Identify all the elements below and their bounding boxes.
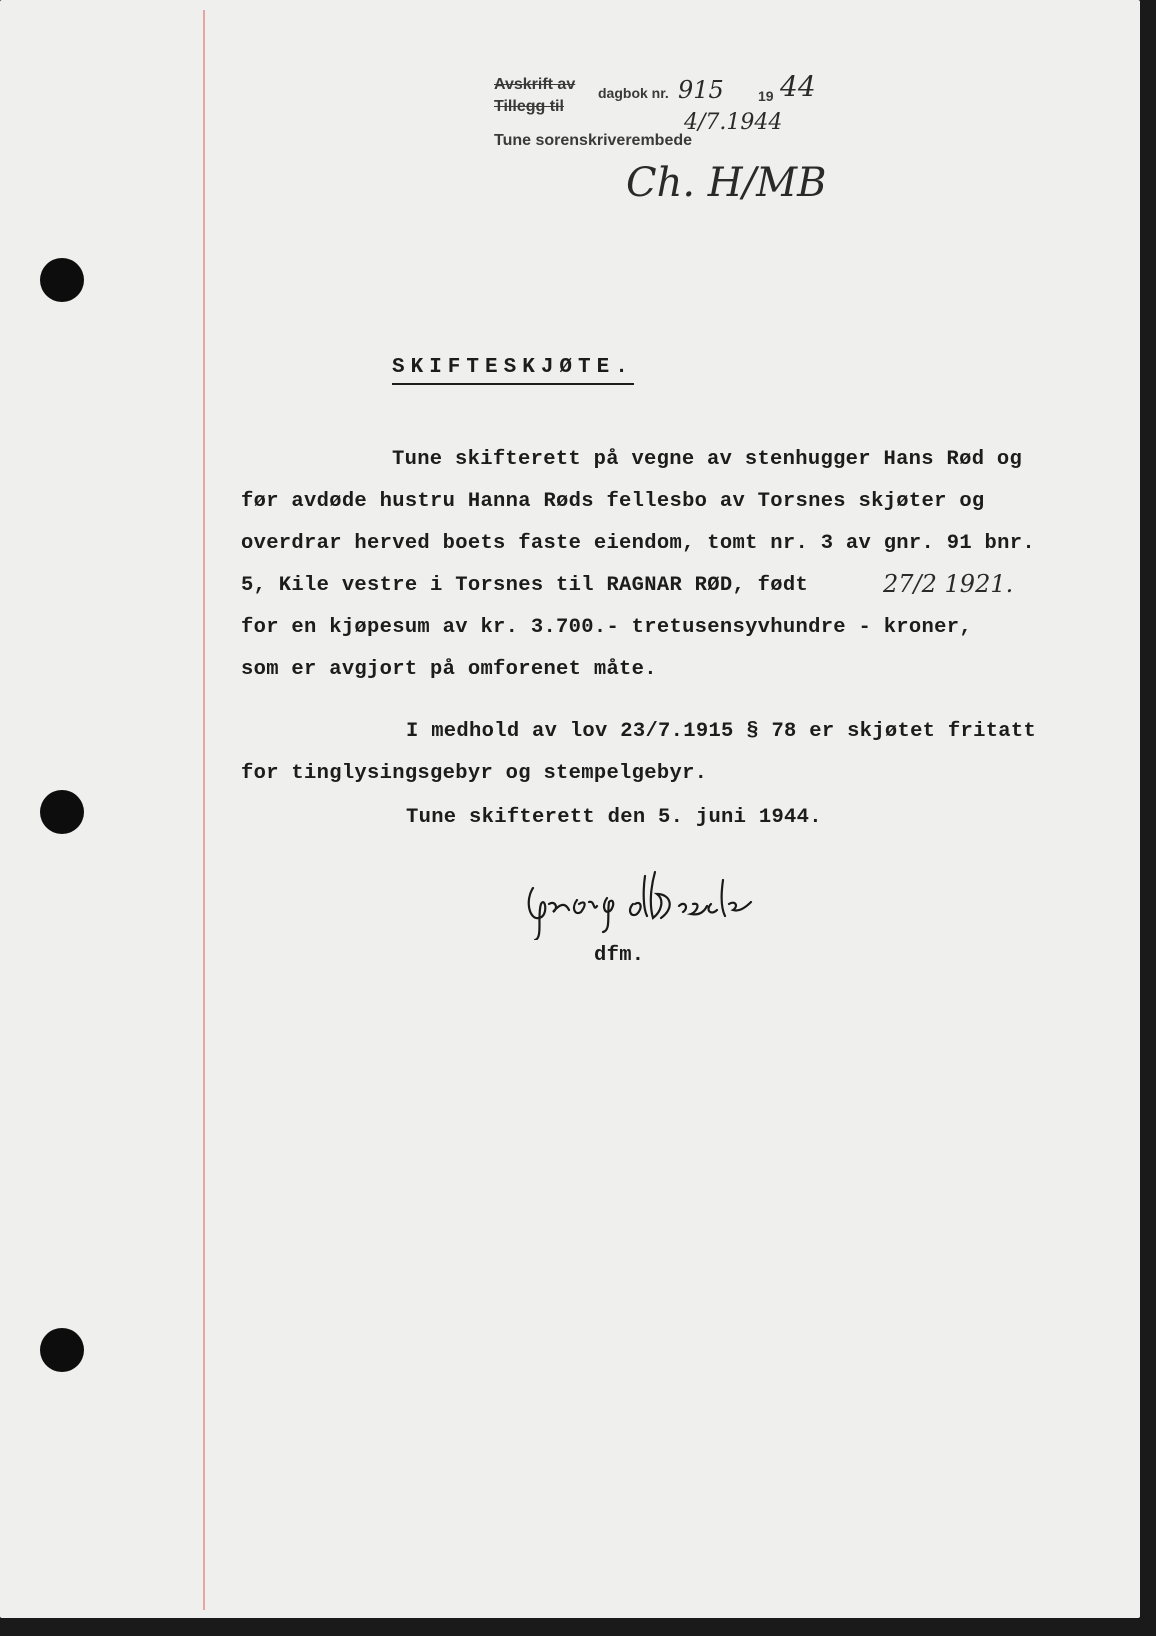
body-line-3: overdrar herved boets faste eiendom, tomt nr. 3 av gnr. 91 bnr. — [241, 532, 1035, 555]
signature-title: dfm. — [594, 944, 645, 967]
body-line-9: Tune skifterett den 5. juni 1944. — [406, 806, 822, 829]
margin-rule — [203, 10, 205, 1610]
punch-hole-top — [40, 258, 84, 302]
stamp-dagbok-label: dagbok nr. — [598, 85, 669, 101]
stamp-avskrift: Avskrift av — [494, 76, 576, 93]
handwritten-signature — [515, 860, 775, 940]
stamp-tillegg: Tillegg til — [494, 98, 564, 115]
stamp-year-prefix: 19 — [758, 88, 774, 104]
body-line-5: for en kjøpesum av kr. 3.700.- tretusensyvhundre - kroner, — [241, 616, 972, 639]
punch-hole-middle — [40, 790, 84, 834]
handwritten-birth-date: 27/2 1921. — [883, 570, 1014, 598]
body-line-8: for tinglysingsgebyr og stempelgebyr. — [241, 762, 708, 785]
punch-hole-bottom — [40, 1328, 84, 1372]
body-line-4: 5, Kile vestre i Torsnes til RAGNAR RØD, født — [241, 574, 809, 597]
body-line-6: som er avgjort på omforenet måte. — [241, 658, 657, 681]
handwritten-initials: Ch. H/MB — [626, 160, 827, 206]
body-line-7: I medhold av lov 23/7.1915 § 78 er skjøtet fritatt — [406, 720, 1037, 743]
body-line-1: Tune skifterett på vegne av stenhugger Hans Rød og — [392, 448, 1023, 471]
handwritten-year: 44 — [780, 70, 816, 103]
body-line-2: før avdøde hustru Hanna Røds fellesbo av Torsnes skjøter og — [241, 490, 985, 513]
document-title: SKIFTESKJØTE. — [392, 356, 634, 385]
handwritten-date: 4/7.1944 — [684, 110, 783, 135]
stamp-office: Tune sorenskriverembede — [494, 132, 693, 149]
handwritten-dagbok-number: 915 — [678, 76, 724, 104]
